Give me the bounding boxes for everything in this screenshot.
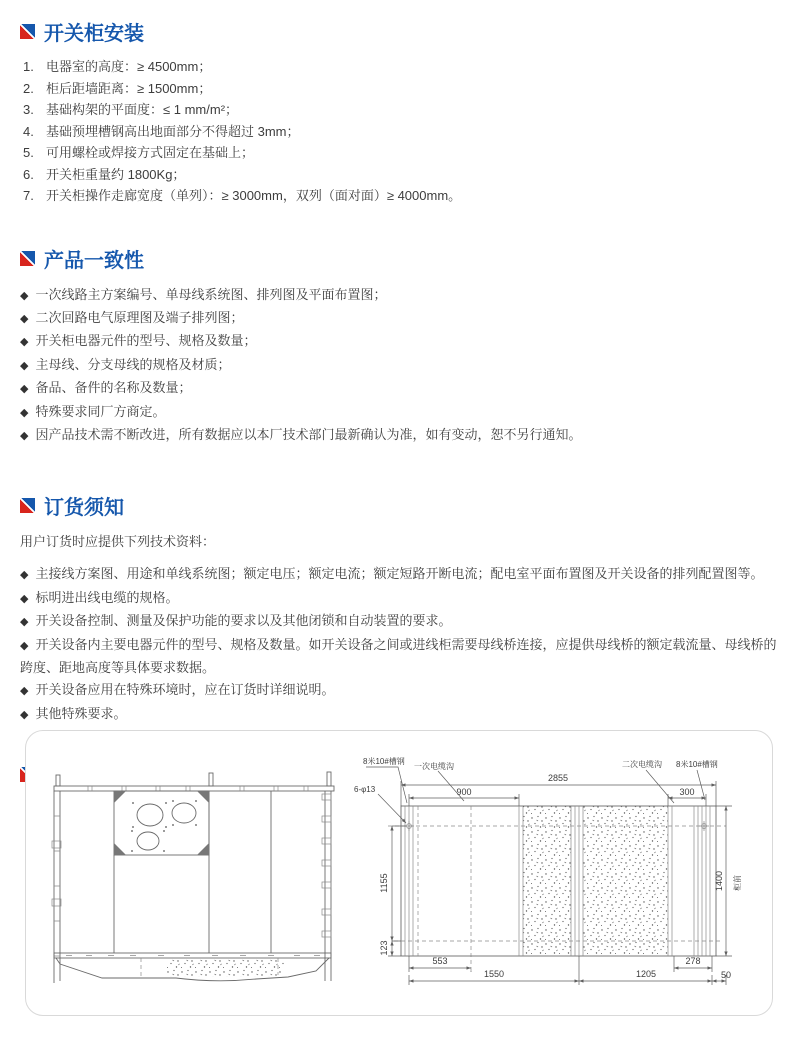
item-text: 标明进出线电缆的规格。 — [35, 589, 179, 605]
item-text: 二次回路电气原理图及端子排列图； — [35, 309, 244, 325]
list-item — [23, 56, 780, 78]
item-number: 4. — [23, 123, 34, 139]
section-ordering-header — [20, 491, 780, 520]
section-title: 开关柜安装 — [44, 23, 144, 45]
item-text: 一次线路主方案编号、单母线系统图、排列图及平面布置图； — [35, 286, 387, 302]
section-marker-icon — [20, 498, 35, 513]
consistency-list — [20, 284, 780, 448]
item-text: 基础预埋槽钢高出地面部分不得超过 3mm； — [46, 123, 300, 139]
list-item — [23, 142, 780, 164]
list-item — [20, 563, 780, 586]
diamond-bullet-icon: ◆ — [20, 289, 29, 302]
item-text: 主母线、分支母线的规格及材质； — [35, 356, 231, 372]
ordering-intro: 用户订货时应提供下列技术资料： — [20, 534, 216, 550]
diamond-bullet-icon: ◆ — [20, 616, 29, 629]
list-item — [23, 185, 780, 207]
list-item — [20, 401, 780, 424]
item-text: 可用螺栓或焊接方式固定在基础上； — [46, 145, 255, 160]
bolt-holes — [131, 800, 197, 852]
dim-secondary-trench-offset: 300 — [679, 787, 695, 797]
item-text: 开关设备内主要电器元件的型号、规格及数量。如开关设备之间或进线柜需要母线桥连接，应提供母线桥的额定载流量、母线桥的跨度、距地高度等具体要求数据。 — [20, 636, 777, 675]
dim-primary-trench-offset: 900 — [456, 787, 472, 797]
list-item — [20, 610, 780, 633]
label-secondary-cable-trench: 二次电缆沟 — [622, 760, 662, 769]
list-item — [20, 307, 780, 330]
diamond-bullet-icon: ◆ — [20, 429, 29, 442]
ordering-list — [20, 563, 780, 726]
label-primary-cable-trench: 一次电缆沟 — [414, 762, 454, 771]
item-number: 1. — [23, 59, 34, 74]
primary-trench-stipple — [523, 806, 571, 956]
item-text: 开关柜重量约 1800Kg； — [46, 166, 186, 182]
section-marker-icon — [20, 24, 35, 39]
list-item — [23, 99, 780, 121]
list-item — [23, 164, 780, 186]
item-text: 开关柜操作走廊宽度（单列）：≥ 3000mm，双列（面对面）≥ 4000mm。 — [46, 188, 462, 203]
label-mounting-holes: 6-φ13 — [354, 785, 376, 794]
item-text: 开关设备应用在特殊环境时，应在订货时详细说明。 — [35, 682, 335, 698]
foundation-plan-drawing — [354, 756, 742, 985]
diamond-bullet-icon: ◆ — [20, 359, 29, 372]
item-text: 开关设备控制、测量及保护功能的要求以及其他闭锁和自动装置的要求。 — [35, 613, 452, 629]
item-text: 主接线方案图、用途和单线系统图；额定电压；额定电流；额定短路开断电流；配电室平面布置图及开关设备的排列配置图等。 — [35, 566, 764, 582]
section-title: 产品一致性 — [44, 249, 144, 272]
section-title: 订货须知 — [44, 497, 124, 520]
list-item — [23, 121, 780, 143]
list-item — [20, 587, 780, 610]
item-number: 2. — [23, 80, 34, 96]
installation-list — [20, 56, 780, 207]
item-text: 电器室的高度：≥ 4500mm； — [46, 59, 212, 74]
section-installation — [20, 0, 780, 207]
concrete-stipple — [166, 959, 284, 977]
item-text: 基础构架的平面度：≤ 1 mm/m²； — [46, 102, 239, 117]
list-item — [23, 78, 780, 100]
dim-edge-gap: 50 — [721, 970, 732, 980]
item-text: 其他特殊要求。 — [35, 705, 127, 721]
item-text: 柜后距墙距离：≥ 1500mm； — [46, 80, 212, 96]
diamond-bullet-icon: ◆ — [20, 569, 29, 582]
diamond-bullet-icon: ◆ — [20, 383, 29, 396]
item-number: 7. — [23, 188, 34, 203]
foundation-diagram — [25, 730, 773, 1016]
list-item — [20, 354, 780, 377]
diamond-bullet-icon: ◆ — [20, 639, 29, 652]
cabinet-rear-view-drawing — [52, 772, 334, 983]
mounting-brackets — [322, 794, 331, 937]
diamond-bullet-icon: ◆ — [20, 685, 29, 698]
item-number: 6. — [23, 166, 34, 182]
item-number: 5. — [23, 145, 34, 160]
list-item — [20, 634, 780, 680]
diamond-bullet-icon: ◆ — [20, 312, 29, 325]
list-item — [20, 377, 780, 400]
label-channel-steel-right: 8米10#槽钢 — [676, 760, 718, 769]
section-consistency — [20, 244, 780, 448]
item-text: 开关柜电器元件的型号、规格及数量； — [35, 333, 257, 349]
dim-overall-depth: 1400 — [714, 870, 724, 892]
list-item — [20, 703, 780, 726]
item-text: 特殊要求同厂方商定。 — [35, 403, 166, 419]
dim-rear-span: 1205 — [635, 969, 657, 979]
label-channel-steel-left: 8米10#槽钢 — [363, 757, 405, 766]
list-item — [20, 424, 780, 447]
section-ordering — [20, 491, 780, 726]
dim-depth-to-holes: 1155 — [379, 873, 389, 893]
section-consistency-header — [20, 244, 780, 273]
dim-front-offset: 553 — [432, 956, 448, 966]
dim-edge-offset: 123 — [379, 940, 389, 956]
dim-rear-offset: 278 — [685, 956, 701, 966]
label-cabinet-front: 柜前 — [733, 875, 742, 891]
dim-front-span: 1550 — [483, 969, 505, 979]
dim-overall-width: 2855 — [547, 773, 569, 783]
item-number: 3. — [23, 102, 34, 117]
diamond-bullet-icon: ◆ — [20, 336, 29, 349]
section-marker-icon — [20, 251, 35, 266]
section-installation-header — [20, 17, 780, 46]
foundation-diagram-svg — [26, 731, 772, 1015]
list-item — [20, 679, 780, 702]
diamond-bullet-icon: ◆ — [20, 708, 29, 721]
diamond-bullet-icon: ◆ — [20, 592, 29, 605]
list-item — [20, 330, 780, 353]
list-item — [20, 284, 780, 307]
item-text: 备品、备件的名称及数量； — [35, 380, 192, 396]
item-text: 因产品技术需不断改进，所有数据应以本厂技术部门最新确认为准，如有变动，恕不另行通知。 — [35, 426, 582, 442]
diamond-bullet-icon: ◆ — [20, 406, 29, 419]
secondary-trench-stipple — [583, 806, 668, 956]
